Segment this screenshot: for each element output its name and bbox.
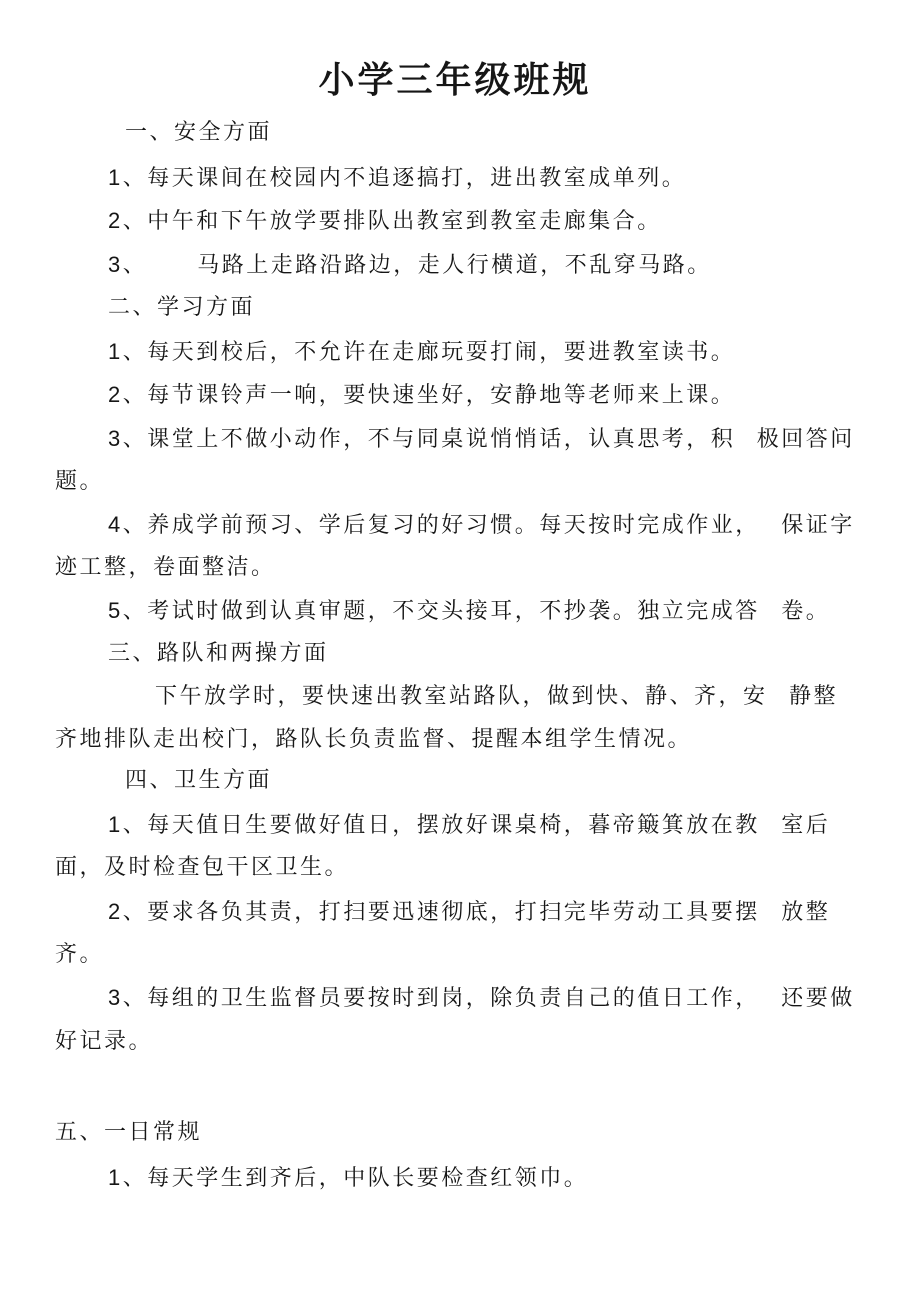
rule-item <box>108 165 686 192</box>
item-text-continuation: 面，及时检查包干区卫生。 <box>55 855 350 880</box>
item-number: 2、 <box>108 208 148 233</box>
item-number: 1、 <box>108 339 148 364</box>
item-number: 2、 <box>108 899 148 924</box>
item-text: 每天课间在校园内不追逐搞打，进出教室成单列。 <box>147 166 687 191</box>
rule-item <box>108 382 735 409</box>
section-heading: 二、学习方面 <box>108 295 256 320</box>
section-heading: 四、卫生方面 <box>125 768 273 793</box>
paragraph-text: 下午放学时，要快速出教室站路队，做到快、静、齐，安 静整 <box>155 684 838 709</box>
item-text-continuation: 迹工整，卷面整洁。 <box>55 555 276 580</box>
item-text-continuation: 齐。 <box>55 942 105 967</box>
item-text: 每节课铃声一响，要快速坐好，安静地等老师来上课。 <box>147 383 736 408</box>
rule-item <box>108 985 855 1012</box>
rule-item <box>108 812 830 839</box>
section-heading: 三、路队和两操方面 <box>108 641 329 666</box>
item-text: 考试时做到认真审题，不交头接耳，不抄袭。独立完成答 卷。 <box>147 599 831 624</box>
item-text: 每天学生到齐后，中队长要检查红领巾。 <box>147 1166 589 1191</box>
item-text: 每组的卫生监督员要按时到岗，除负责自己的值日工作， 还要做 <box>147 986 855 1011</box>
item-number: 4、 <box>108 512 148 537</box>
rule-item <box>108 208 662 235</box>
item-text-continuation: 题。 <box>55 469 105 494</box>
rule-item <box>108 899 830 926</box>
item-number: 3、 <box>108 426 148 451</box>
item-number: 2、 <box>108 382 148 407</box>
item-text-continuation: 齐地排队走出校门，路队长负责监督、提醒本组学生情况。 <box>55 727 693 752</box>
item-text: 养成学前预习、学后复习的好习惯。每天按时完成作业， 保证字 <box>147 513 855 538</box>
rule-item <box>108 252 712 279</box>
rule-item <box>108 512 855 539</box>
item-number: 3、 <box>108 985 148 1010</box>
page-title: 小学三年级班规 <box>318 59 592 101</box>
item-text: 马路上走路沿路边，走人行横道，不乱穿马路。 <box>197 253 712 278</box>
item-text: 中午和下午放学要排队出教室到教室走廊集合。 <box>147 209 662 234</box>
rule-item <box>108 426 855 453</box>
section-heading: 五、一日常规 <box>55 1120 203 1145</box>
item-text: 每天到校后，不允许在走廊玩耍打闹，要进教室读书。 <box>147 340 736 365</box>
section-heading: 一、安全方面 <box>125 120 273 145</box>
rule-item <box>108 1165 588 1192</box>
item-text: 要求各负其责，打扫要迅速彻底，打扫完毕劳动工具要摆 放整 <box>147 900 831 925</box>
item-number: 5、 <box>108 598 148 623</box>
item-number: 3、 <box>108 252 148 277</box>
item-text-continuation: 好记录。 <box>55 1029 154 1054</box>
rule-item <box>108 339 735 366</box>
rule-item <box>108 598 830 625</box>
item-text: 课堂上不做小动作，不与同桌说悄悄话，认真思考，积 极回答问 <box>147 427 855 452</box>
item-number: 1、 <box>108 1165 148 1190</box>
item-number: 1、 <box>108 165 148 190</box>
item-number: 1、 <box>108 812 148 837</box>
item-text: 每天值日生要做好值日，摆放好课桌椅，暮帝簸箕放在教 室后 <box>147 813 831 838</box>
